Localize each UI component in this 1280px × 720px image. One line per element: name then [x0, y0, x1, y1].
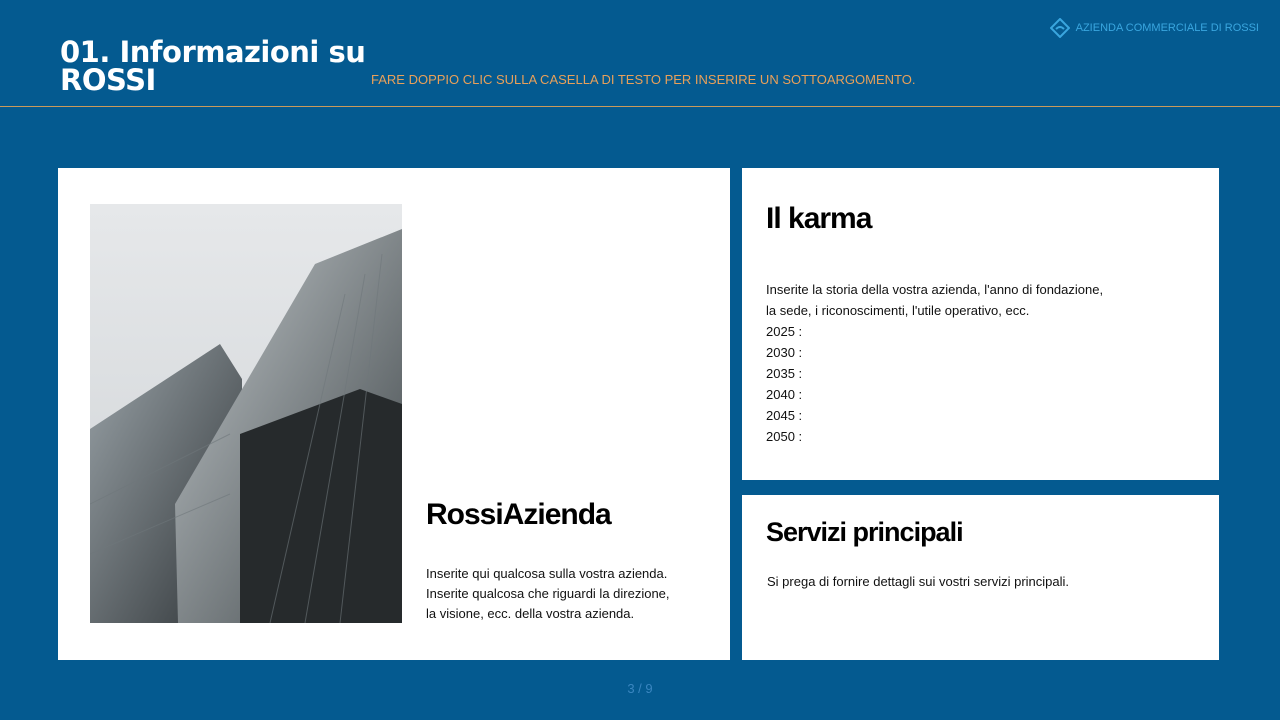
header-divider	[0, 106, 1280, 107]
brand	[1050, 18, 1259, 38]
title-line-2: ROSSI	[60, 63, 156, 97]
page-indicator: 3 / 9	[627, 681, 653, 696]
brand-logo-icon	[1050, 18, 1070, 38]
year-line: 2040 :	[766, 387, 803, 402]
year-line: 2025 :	[766, 324, 803, 339]
company-card	[58, 168, 730, 660]
karma-card	[742, 168, 1219, 480]
year-line: 2030 :	[766, 345, 803, 360]
year-line: 2050 :	[766, 429, 803, 444]
services-description: Si prega di fornire dettagli sui vostri servizi principali.	[767, 574, 1070, 589]
year-line: 2045 :	[766, 408, 803, 423]
year-line: 2035 :	[766, 366, 803, 381]
company-heading: RossiAzienda	[426, 498, 611, 531]
subtitle: FARE DOPPIO CLIC SULLA CASELLA DI TESTO PER INSERIRE UN SOTTOARGOMENTO.	[371, 72, 916, 87]
text-line: la sede, i riconoscimenti, l'utile operativo, ecc.	[766, 303, 1030, 318]
karma-description	[766, 279, 1103, 447]
company-description	[426, 564, 670, 624]
brand-name: AZIENDA COMMERCIALE DI ROSSI	[1075, 22, 1259, 34]
building-photo	[90, 204, 402, 623]
services-card	[742, 495, 1219, 660]
karma-heading: Il karma	[766, 202, 872, 235]
slide-title	[60, 35, 366, 97]
text-line: la visione, ecc. della vostra azienda.	[426, 606, 635, 621]
text-line: Inserite qui qualcosa sulla vostra azienda.	[426, 566, 668, 581]
services-heading: Servizi principali	[766, 517, 963, 547]
text-line: Inserite la storia della vostra azienda, l'anno di fondazione,	[766, 282, 1104, 297]
title-line-1: 01. Informazioni su	[60, 35, 366, 69]
text-line: Inserite qualcosa che riguardi la direzione,	[426, 586, 670, 601]
